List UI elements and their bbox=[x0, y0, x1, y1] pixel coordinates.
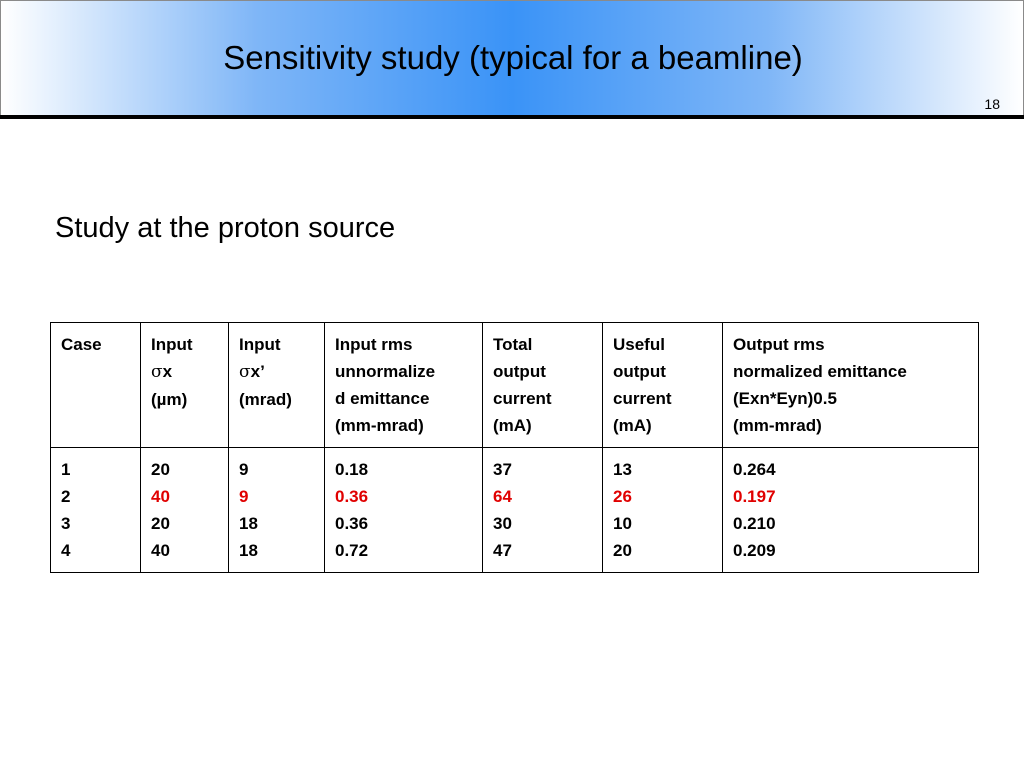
highlighted-value: 0.36 bbox=[335, 487, 369, 506]
sensitivity-table bbox=[50, 322, 979, 573]
header-input-sigma-x: Input σx (µm) bbox=[141, 323, 229, 448]
highlighted-value: 9 bbox=[239, 487, 249, 506]
header-case: Case bbox=[51, 323, 141, 448]
header-total-current: Total output current (mA) bbox=[483, 323, 603, 448]
slide-number: 18 bbox=[984, 96, 1000, 112]
sigma-symbol: σ bbox=[151, 362, 163, 382]
header-input-emittance: Input rms unnormalize d emittance (mm-mrad) bbox=[325, 323, 483, 448]
highlighted-value: 26 bbox=[613, 487, 632, 506]
header-input-sigma-xprime: Input σx’ (mrad) bbox=[229, 323, 325, 448]
col-useful-current-values: 13 26 10 20 bbox=[603, 448, 723, 573]
slide-subtitle: Study at the proton source bbox=[55, 212, 396, 244]
col-total-current-values: 37 64 30 47 bbox=[483, 448, 603, 573]
header-output-emittance: Output rms normalized emittance (Exn*Eyn)0.5 (mm-mrad) bbox=[723, 323, 979, 448]
slide-title: Sensitivity study (typical for a beamline) bbox=[223, 39, 803, 76]
col-sigma-xprime-values: 9 9 18 18 bbox=[229, 448, 325, 573]
highlighted-value: 40 bbox=[151, 487, 170, 506]
table-header-row bbox=[51, 323, 979, 448]
title-divider bbox=[0, 115, 1024, 119]
col-output-emittance-values: 0.264 0.197 0.210 0.209 bbox=[723, 448, 979, 573]
header-useful-current: Useful output current (mA) bbox=[603, 323, 723, 448]
table-data-row bbox=[51, 448, 979, 573]
title-banner bbox=[0, 0, 1024, 116]
col-case-values: 1 2 3 4 bbox=[51, 448, 141, 573]
highlighted-value: 64 bbox=[493, 487, 512, 506]
highlighted-value: 0.197 bbox=[733, 487, 776, 506]
col-input-emittance-values: 0.18 0.36 0.36 0.72 bbox=[325, 448, 483, 573]
col-sigma-x-values: 20 40 20 40 bbox=[141, 448, 229, 573]
sigma-symbol: σ bbox=[239, 362, 251, 382]
